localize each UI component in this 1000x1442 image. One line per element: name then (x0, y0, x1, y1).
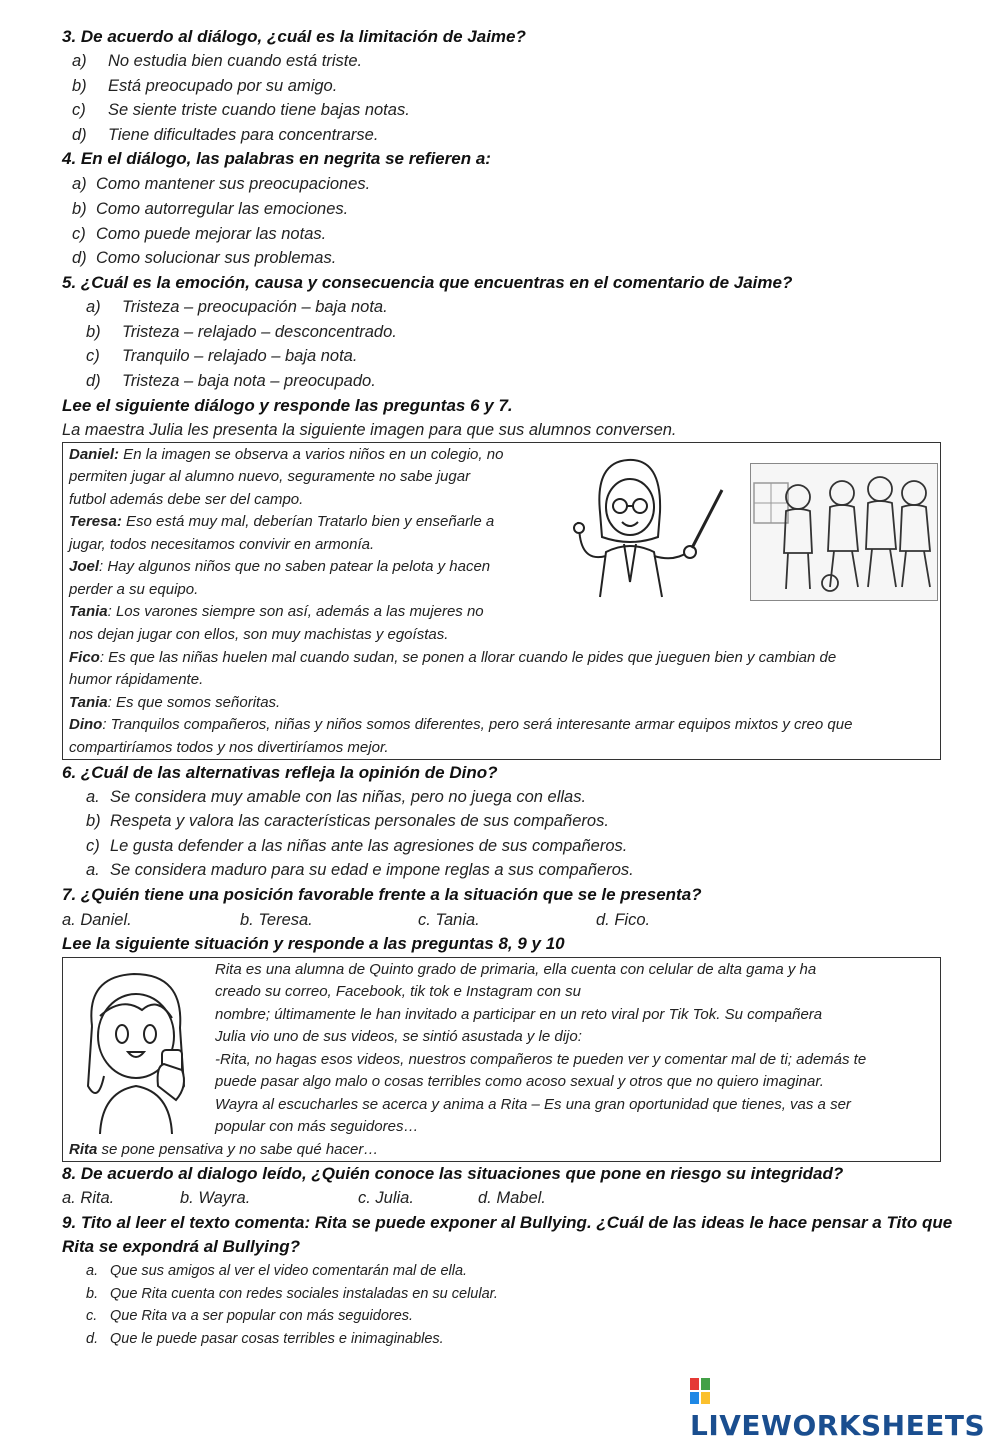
q3-option-c[interactable]: c) Se siente triste cuando tiene bajas notas. (72, 101, 410, 119)
situation-line: Wayra al escucharles se acerca y anima a Rita – Es una gran oportunidad que tienes, vas a ser (215, 1096, 851, 1113)
dialog-line: Tania: Los varones siempre son así, además a las mujeres no (69, 603, 484, 620)
q8-option-b[interactable]: b. Wayra. (180, 1189, 251, 1207)
liveworksheets-logo: LIVEWORKSHEETS (690, 1376, 1000, 1442)
q3-option-a[interactable]: a) No estudia bien cuando está triste. (72, 52, 363, 70)
dialog-line: futbol además debe ser del campo. (69, 491, 304, 508)
dialog-line: humor rápidamente. (69, 671, 204, 688)
q4-option-d[interactable]: d) Como solucionar sus problemas. (72, 249, 337, 267)
q7-option-a[interactable]: a. Daniel. (62, 911, 132, 929)
dialog-line: nos dejan jugar con ellos, son muy machistas y egoístas. (69, 626, 449, 643)
q3-option-d[interactable]: d) Tiene dificultades para concentrarse. (72, 126, 379, 144)
girl-with-phone-illustration (72, 966, 202, 1136)
dialog-intro: La maestra Julia les presenta la siguiente imagen para que sus alumnos conversen. (62, 421, 677, 439)
situation-line: Rita es una alumna de Quinto grado de primaria, ella cuenta con celular de alta gama y ha (215, 961, 817, 978)
q4-option-c[interactable]: c) Como puede mejorar las notas. (72, 225, 327, 243)
q7-option-c[interactable]: c. Tania. (418, 911, 480, 929)
q9-option-c[interactable]: c. Que Rita va a ser popular con más seguidores. (86, 1308, 414, 1324)
dialog-heading: Lee el siguiente diálogo y responde las preguntas 6 y 7. (62, 396, 513, 415)
dialog-line: Tania: Es que somos señoritas. (69, 694, 281, 711)
situation-heading: Lee la siguiente situación y responde a las preguntas 8, 9 y 10 (62, 934, 565, 953)
q6-option-d[interactable]: a. Se considera maduro para su edad e impone reglas a sus compañeros. (86, 861, 634, 879)
dialog-line: Fico: Es que las niñas huelen mal cuando sudan, se ponen a llorar cuando le pides que jueguen bien y cambian de (69, 649, 837, 666)
situation-last-line: Rita se pone pensativa y no sabe qué hacer… (69, 1141, 379, 1158)
dialog-line: perder a su equipo. (69, 581, 199, 598)
q6-option-c[interactable]: c) Le gusta defender a las niñas ante las agresiones de sus compañeros. (86, 837, 628, 855)
question-6-title: 6. ¿Cuál de las alternativas refleja la opinión de Dino? (62, 763, 498, 782)
situation-line: -Rita, no hagas esos videos, nuestros compañeros te pueden ver y comentar mal de ti; además te (215, 1051, 867, 1068)
situation-line: Julia vio uno de sus videos, se sintió asustada y le dijo: (215, 1028, 582, 1045)
q5-option-a[interactable]: a) Tristeza – preocupación – baja nota. (86, 298, 388, 316)
q5-option-d[interactable]: d) Tristeza – baja nota – preocupado. (86, 372, 376, 390)
dialog-line: Teresa: Eso está muy mal, deberían Tratarlo bien y enseñarle a (69, 513, 495, 530)
situation-line: creado su correo, Facebook, tik tok e Instagram con su (215, 983, 582, 1000)
q4-option-b[interactable]: b) Como autorregular las emociones. (72, 200, 349, 218)
logo-badge-icon (690, 1378, 710, 1404)
question-8-title: 8. De acuerdo al dialogo leído, ¿Quién conoce las situaciones que pone en riesgo su integridad? (62, 1164, 844, 1183)
dialog-line: jugar, todos necesitamos convivir en armonía. (69, 536, 375, 553)
teacher-illustration (570, 452, 730, 600)
dialog-line: compartiríamos todos y nos divertiríamos mejor. (69, 739, 389, 756)
dialog-line: Dino: Tranquilos compañeros, niñas y niños somos diferentes, pero será interesante armar equipos mixtos y creo que (69, 716, 853, 733)
q3-option-b[interactable]: b) Está preocupado por su amigo. (72, 77, 338, 95)
children-scene-illustration (750, 463, 938, 601)
q6-option-a[interactable]: a. Se considera muy amable con las niñas, pero no juega con ellas. (86, 788, 587, 806)
situation-line: puede pasar algo malo o cosas terribles como acoso sexual y otros que no quiero imaginar. (215, 1073, 824, 1090)
dialog-line: Daniel: En la imagen se observa a varios niños en un colegio, no (69, 446, 504, 463)
dialog-line: permiten jugar al alumno nuevo, seguramente no sabe jugar (69, 468, 471, 485)
question-7-title: 7. ¿Quién tiene una posición favorable frente a la situación que se le presenta? (62, 885, 702, 904)
q8-option-c[interactable]: c. Julia. (358, 1189, 414, 1207)
situation-line: popular con más seguidores… (215, 1118, 419, 1135)
question-5-title: 5. ¿Cuál es la emoción, causa y consecuencia que encuentras en el comentario de Jaime? (62, 273, 793, 292)
question-3-title: 3. De acuerdo al diálogo, ¿cuál es la limitación de Jaime? (62, 27, 526, 46)
q9-option-a[interactable]: a. Que sus amigos al ver el video comentarán mal de ella. (86, 1263, 468, 1279)
dialog-line: Joel: Hay algunos niños que no saben patear la pelota y hacen (69, 558, 491, 575)
q9-option-b[interactable]: b. Que Rita cuenta con redes sociales instaladas en su celular. (86, 1286, 498, 1302)
q9-option-d[interactable]: d. Que le puede pasar cosas terribles e inimaginables. (86, 1331, 444, 1347)
q4-option-a[interactable]: a) Como mantener sus preocupaciones. (72, 175, 371, 193)
q5-option-c[interactable]: c) Tranquilo – relajado – baja nota. (86, 347, 358, 365)
question-9-title: 9. Tito al leer el texto comenta: Rita se puede exponer al Bullying. ¿Cuál de las ideas le hace pensar a Tito que (62, 1213, 953, 1232)
q5-option-b[interactable]: b) Tristeza – relajado – desconcentrado. (86, 323, 397, 341)
q6-option-b[interactable]: b) Respeta y valora las características personales de sus compañeros. (86, 812, 609, 830)
q7-option-d[interactable]: d. Fico. (596, 911, 651, 929)
q8-option-d[interactable]: d. Mabel. (478, 1189, 546, 1207)
q7-option-b[interactable]: b. Teresa. (240, 911, 313, 929)
question-4-title: 4. En el diálogo, las palabras en negrita se refieren a: (62, 149, 491, 168)
question-9-title-cont: Rita se expondrá al Bullying? (62, 1237, 301, 1256)
q8-option-a[interactable]: a. Rita. (62, 1189, 115, 1207)
situation-line: nombre; últimamente le han invitado a participar en un reto viral por Tik Tok. Su compañera (215, 1006, 823, 1023)
